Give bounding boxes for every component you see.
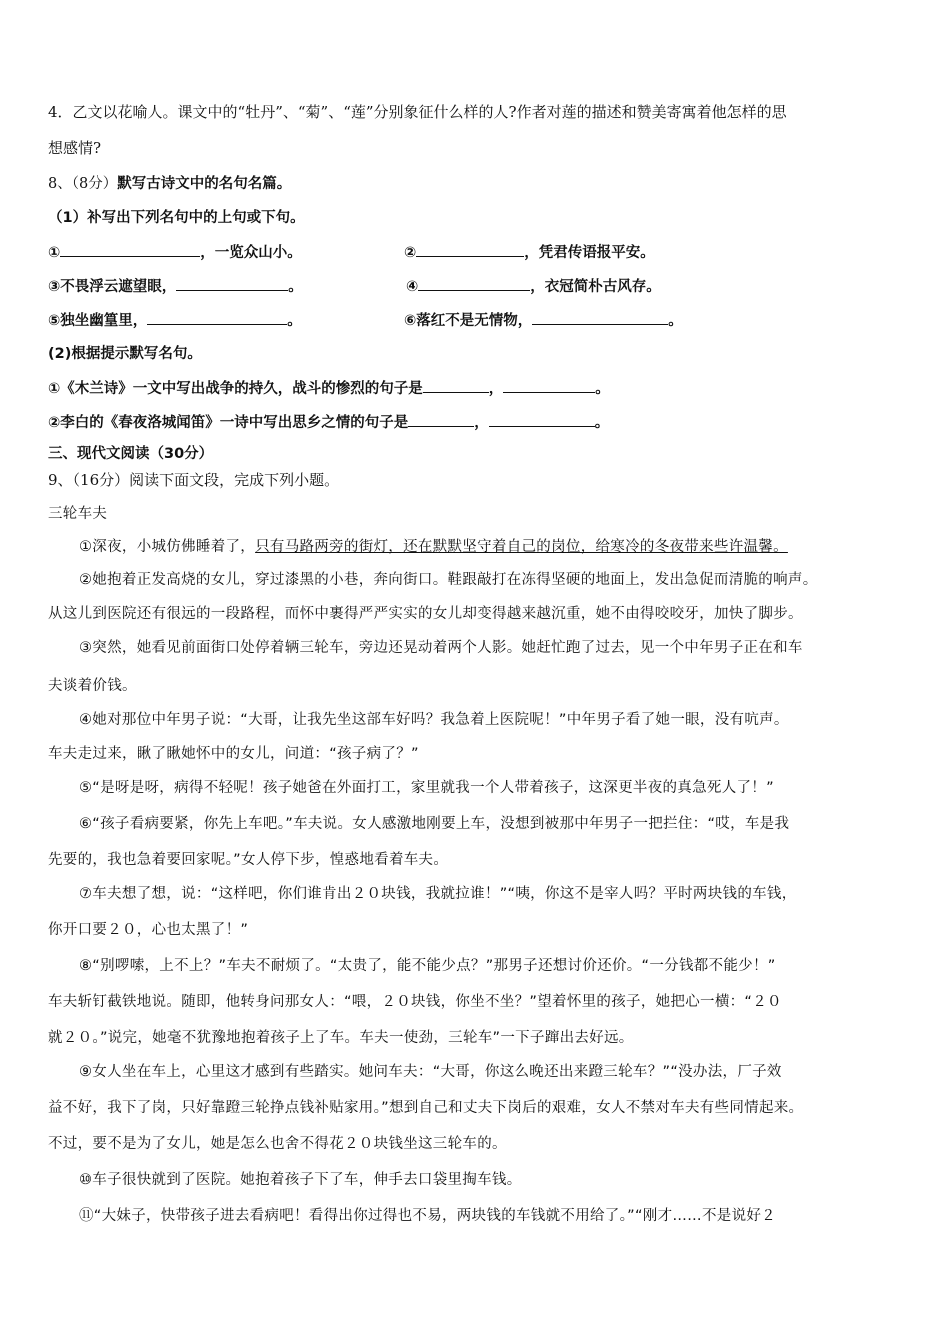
item5-suffix: 。 [287,313,302,329]
story-title: 三轮车夫 [48,506,108,522]
item1-prefix: ① [48,245,61,261]
blank-5[interactable] [147,310,287,325]
story-line: 夫谈着价钱。 [48,678,137,694]
q8-part2-title: (2)根据提示默写名句。 [48,346,202,362]
q8-part2-line1: ①《木兰诗》一文中写出战争的持久，战斗的惨烈的句子是 ， 。 [48,378,918,399]
q4-line1: 4．乙文以花喻人。课文中的“牡丹”、“菊”、“莲”分别象征什么样的人?作者对莲的描述和赞美寄寓着他怎样的思 [48,103,787,121]
story-line: ⑪“大妹子，快带孩子进去看病吧！看得出你过得也不易，两块钱的车钱就不用给了。”“刚才……不是说好２ [79,1208,776,1224]
q8-part1-title: （1）补写出下列名句中的上句或下句。 [48,210,305,226]
story-line: ⑧“别啰嗦，上不上？”车夫不耐烦了。“太贵了，能不能少点？”那男子还想讨价还价。“一分钱都不能少！” [79,958,776,974]
story-line: ③突然，她看见前面街口处停着辆三轮车，旁边还晃动着两个人影。她赶忙跑了过去，见一个中年男子正在和车 [79,640,803,656]
q8-title [48,174,918,194]
item6-prefix: ⑥落红不是无情物， [404,313,533,329]
blank-2[interactable] [416,242,524,257]
item2-prefix: ② [404,245,417,261]
story-line: ⑩车子很快就到了医院。她抱着孩子下了车，伸手去口袋里掏车钱。 [79,1172,522,1188]
q8-title-text: 默写古诗文中的名句名篇。 [117,176,292,192]
item4-prefix: ④ [406,279,419,295]
q8-number: 8、（8分） [48,176,118,192]
item3-prefix: ③不畏浮云遮望眼， [48,279,177,295]
story-line: 车夫斩钉截铁地说。随即，他转身问那女人：“喂，２０块钱，你坐不坐？”望着怀里的孩子，她把心一横：“２０ [48,994,782,1010]
item4 [406,276,661,297]
story-line: ④她对那位中年男子说：“大哥，让我先坐这部车好吗？我急着上医院呢！”中年男子看了她一眼，没有吭声。 [79,712,789,728]
blank-8[interactable] [503,378,595,393]
story-line: 益不好，我下了岗，只好靠蹬三轮挣点钱补贴家用。”想到自己和丈夫下岗后的艰难，女人不禁对车夫有些同情起来。 [48,1100,804,1116]
item1-suffix: ，一览众山小。 [200,245,302,261]
underlined-sentence: 只有马路两旁的街灯，还在默默坚守着自己的岗位，给寒冷的冬夜带来些许温馨。 [255,539,788,555]
story-line: ⑦车夫想了想，说：“这样吧，你们谁肯出２０块钱，我就拉谁！”“咦，你这不是宰人吗？平时两块钱的车钱， [79,886,797,902]
story-line: 先要的，我也急着要回家呢。”女人停下步，惶惑地看着车夫。 [48,852,449,868]
blank-10[interactable] [489,412,595,427]
q4-line2: 想感情? [48,139,102,157]
blank-4[interactable] [418,276,530,291]
item6-suffix: 。 [668,313,683,329]
q9-title: 9、（16分）阅读下面文段，完成下列小题。 [48,471,340,489]
q8-row3 [48,310,918,331]
story-line: ⑨女人坐在车上，心里这才感到有些踏实。她问车夫：“大哥，你这么晚还出来蹬三轮车？”“没办法，厂子效 [79,1064,782,1080]
blank-7[interactable] [423,378,489,393]
item4-suffix: ，衣冠简朴古风存。 [530,279,661,295]
story-line: 车夫走过来，瞅了瞅她怀中的女儿，问道：“孩子病了？” [48,746,419,762]
story-line: ②她抱着正发高烧的女儿，穿过漆黑的小巷，奔向街口。鞋跟敲打在冻得坚硬的地面上，发出急促而清脆的响声。 [79,572,818,588]
story-line: 就２０。”说完，她毫不犹豫地抱着孩子上了车。车夫一使劲，三轮车”一下子蹿出去好远。 [48,1030,634,1046]
blank-6[interactable] [532,310,668,325]
blank-9[interactable] [408,412,474,427]
blank-3[interactable] [176,276,288,291]
story-line: 不过，要不是为了女儿，她是怎么也舍不得花２０块钱坐这三轮车的。 [48,1136,507,1152]
story-line: 从这儿到医院还有很远的一段路程，而怀中裹得严严实实的女儿却变得越来越沉重，她不由得咬咬牙，加快了脚步。 [48,606,803,622]
story-p1: ①深夜，小城仿佛睡着了，只有马路两旁的街灯，还在默默坚守着自己的岗位，给寒冷的冬夜带来些许温馨。 [79,539,788,555]
item2-suffix: ，凭君传语报平安。 [524,245,655,261]
item2 [404,242,655,263]
q8-part2-line2: ②李白的《春夜洛城闻笛》一诗中写出思乡之情的句子是 ， 。 [48,412,918,433]
item5-prefix: ⑤独坐幽篁里， [48,313,148,329]
story-line: ⑥“孩子看病要紧，你先上车吧。”车夫说。女人感激地刚要上车，没想到被那中年男子一把拦住：“哎，车是我 [79,816,790,832]
q8-row1 [48,242,918,263]
item3-suffix: 。 [288,279,303,295]
item6 [404,310,683,331]
story-line: 你开口要２０，心也太黑了！” [48,922,249,938]
q8-row2 [48,276,918,297]
blank-1[interactable] [60,242,200,257]
section3-heading: 三、现代文阅读（30分） [48,446,214,462]
story-line: ⑤“是呀是呀，病得不轻呢！孩子她爸在外面打工，家里就我一个人带着孩子，这深更半夜的真急死人了！” [79,780,774,796]
